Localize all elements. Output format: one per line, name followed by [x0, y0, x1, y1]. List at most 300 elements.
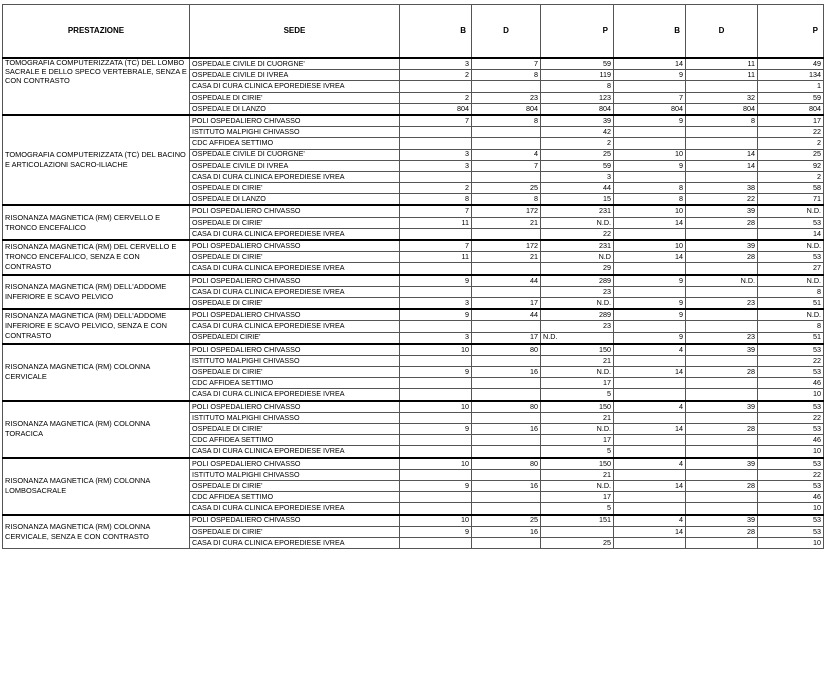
- d-2-cell: 28: [686, 252, 758, 263]
- d-1-cell: [472, 503, 541, 515]
- p-1-cell: 3: [541, 171, 614, 182]
- d-1-cell: 8: [472, 70, 541, 81]
- p-1-cell: 123: [541, 92, 614, 103]
- prestazione-cell: RISONANZA MAGNETICA (RM) DEL CERVELLO E TRONCO ENCEFALICO, SENZA E CON CONTRASTO: [3, 240, 190, 275]
- b-1-cell: 7: [400, 115, 472, 127]
- b-2-cell: [614, 286, 686, 297]
- p-2-cell: 2: [758, 171, 824, 182]
- d-2-cell: [686, 355, 758, 366]
- d-2-cell: [686, 446, 758, 458]
- p-2-cell: N.D.: [758, 275, 824, 287]
- p-1-cell: 150: [541, 401, 614, 413]
- d-2-cell: 39: [686, 458, 758, 470]
- b-1-cell: 2: [400, 183, 472, 194]
- p-2-cell: 8: [758, 286, 824, 297]
- b-2-cell: [614, 171, 686, 182]
- b-1-cell: [400, 263, 472, 275]
- p-2-cell: 10: [758, 503, 824, 515]
- sede-cell: OSPEDALE DI CIRIE': [190, 252, 400, 263]
- sede-cell: OSPEDALE DI CIRIE': [190, 92, 400, 103]
- p-1-cell: 8: [541, 81, 614, 92]
- p-2-cell: 53: [758, 217, 824, 228]
- sede-cell: OSPEDALE CIVILE DI IVREA: [190, 70, 400, 81]
- sede-cell: CASA DI CURA CLINICA EPOREDIESE IVREA: [190, 389, 400, 401]
- prestazione-cell: RISONANZA MAGNETICA (RM) COLONNA LOMBOSACRALE: [3, 458, 190, 515]
- b-2-cell: 8: [614, 194, 686, 206]
- d-1-cell: 16: [472, 526, 541, 537]
- b-2-cell: 4: [614, 458, 686, 470]
- d-1-cell: [472, 355, 541, 366]
- p-2-cell: 46: [758, 435, 824, 446]
- d-2-cell: 39: [686, 240, 758, 252]
- sede-cell: CASA DI CURA CLINICA EPOREDIESE IVREA: [190, 263, 400, 275]
- p-2-cell: 46: [758, 492, 824, 503]
- p-1-cell: 5: [541, 389, 614, 401]
- d-2-cell: 28: [686, 217, 758, 228]
- b-1-cell: [400, 503, 472, 515]
- p-1-cell: 2: [541, 138, 614, 149]
- d-2-cell: [686, 309, 758, 321]
- b-1-cell: 9: [400, 424, 472, 435]
- waiting-times-table: [2, 4, 824, 549]
- d-2-cell: [686, 378, 758, 389]
- d-1-cell: [472, 537, 541, 548]
- b-1-cell: 8: [400, 194, 472, 206]
- header-sede: SEDE: [190, 5, 400, 59]
- header-row: [3, 5, 824, 59]
- header-b-1: B: [400, 5, 472, 59]
- d-2-cell: 23: [686, 332, 758, 344]
- b-2-cell: [614, 537, 686, 548]
- p-1-cell: N.D.: [541, 424, 614, 435]
- sede-cell: ISTITUTO MALPIGHI CHIVASSO: [190, 355, 400, 366]
- sede-cell: OSPEDALE CIVILE DI CUORGNE': [190, 58, 400, 70]
- b-2-cell: 14: [614, 367, 686, 378]
- p-2-cell: 17: [758, 115, 824, 127]
- d-1-cell: 17: [472, 332, 541, 344]
- header-prestazione: PRESTAZIONE: [3, 5, 190, 59]
- b-2-cell: [614, 321, 686, 332]
- b-2-cell: 7: [614, 92, 686, 103]
- b-1-cell: [400, 378, 472, 389]
- p-1-cell: 21: [541, 355, 614, 366]
- d-2-cell: [686, 435, 758, 446]
- d-2-cell: 28: [686, 526, 758, 537]
- d-1-cell: 16: [472, 367, 541, 378]
- sede-cell: ISTITUTO MALPIGHI CHIVASSO: [190, 127, 400, 138]
- d-2-cell: 14: [686, 149, 758, 160]
- d-1-cell: 7: [472, 58, 541, 70]
- table-row: [3, 458, 824, 470]
- b-1-cell: [400, 138, 472, 149]
- p-1-cell: 21: [541, 412, 614, 423]
- p-2-cell: 58: [758, 183, 824, 194]
- p-1-cell: 804: [541, 103, 614, 115]
- sede-cell: POLI OSPEDALIERO CHIVASSO: [190, 275, 400, 287]
- p-1-cell: N.D.: [541, 217, 614, 228]
- sede-cell: ISTITUTO MALPIGHI CHIVASSO: [190, 412, 400, 423]
- sede-cell: ISTITUTO MALPIGHI CHIVASSO: [190, 469, 400, 480]
- sede-cell: CASA DI CURA CLINICA EPOREDIESE IVREA: [190, 537, 400, 548]
- d-1-cell: [472, 263, 541, 275]
- d-1-cell: [472, 435, 541, 446]
- b-2-cell: [614, 469, 686, 480]
- table-row: [3, 115, 824, 127]
- prestazione-cell: TOMOGRAFIA COMPUTERIZZATA (TC) DEL LOMBO SACRALE E DELLO SPECO VERTEBRALE, SENZA E CON CONTRASTO: [3, 58, 190, 115]
- p-2-cell: 14: [758, 228, 824, 240]
- d-2-cell: [686, 389, 758, 401]
- b-2-cell: 14: [614, 424, 686, 435]
- d-2-cell: 39: [686, 401, 758, 413]
- p-1-cell: 15: [541, 194, 614, 206]
- d-1-cell: 25: [472, 183, 541, 194]
- b-1-cell: 7: [400, 205, 472, 217]
- b-2-cell: [614, 446, 686, 458]
- p-1-cell: [541, 526, 614, 537]
- d-2-cell: 14: [686, 160, 758, 171]
- d-1-cell: 16: [472, 424, 541, 435]
- d-1-cell: [472, 127, 541, 138]
- b-2-cell: 9: [614, 332, 686, 344]
- b-2-cell: 14: [614, 217, 686, 228]
- sede-cell: OSPEDALE CIVILE DI IVREA: [190, 160, 400, 171]
- p-2-cell: 51: [758, 297, 824, 309]
- d-2-cell: 38: [686, 183, 758, 194]
- b-2-cell: [614, 263, 686, 275]
- b-2-cell: 14: [614, 526, 686, 537]
- d-1-cell: 21: [472, 252, 541, 263]
- b-2-cell: 14: [614, 252, 686, 263]
- d-2-cell: [686, 138, 758, 149]
- b-2-cell: [614, 389, 686, 401]
- d-1-cell: [472, 446, 541, 458]
- d-1-cell: 4: [472, 149, 541, 160]
- p-2-cell: 22: [758, 412, 824, 423]
- b-2-cell: 4: [614, 344, 686, 356]
- header-p-2: P: [758, 5, 824, 59]
- p-2-cell: 53: [758, 458, 824, 470]
- p-2-cell: 51: [758, 332, 824, 344]
- table-row: [3, 58, 824, 70]
- d-2-cell: [686, 286, 758, 297]
- sede-cell: POLI OSPEDALIERO CHIVASSO: [190, 458, 400, 470]
- b-2-cell: 9: [614, 309, 686, 321]
- b-1-cell: 3: [400, 149, 472, 160]
- b-1-cell: 2: [400, 70, 472, 81]
- p-1-cell: 231: [541, 205, 614, 217]
- p-2-cell: 2: [758, 138, 824, 149]
- b-1-cell: [400, 127, 472, 138]
- d-2-cell: [686, 503, 758, 515]
- p-1-cell: 29: [541, 263, 614, 275]
- b-1-cell: 9: [400, 367, 472, 378]
- b-1-cell: 804: [400, 103, 472, 115]
- d-1-cell: [472, 81, 541, 92]
- d-2-cell: 22: [686, 194, 758, 206]
- d-1-cell: [472, 492, 541, 503]
- sede-cell: OSPEDALE DI CIRIE': [190, 480, 400, 491]
- d-1-cell: 804: [472, 103, 541, 115]
- sede-cell: OSPEDALE DI CIRIE': [190, 424, 400, 435]
- p-2-cell: 10: [758, 446, 824, 458]
- b-2-cell: [614, 138, 686, 149]
- d-1-cell: 80: [472, 344, 541, 356]
- p-2-cell: 1: [758, 81, 824, 92]
- b-1-cell: 10: [400, 344, 472, 356]
- d-1-cell: 44: [472, 275, 541, 287]
- table-row: [3, 240, 824, 252]
- b-1-cell: 7: [400, 240, 472, 252]
- b-2-cell: [614, 492, 686, 503]
- p-1-cell: 23: [541, 321, 614, 332]
- d-1-cell: 7: [472, 160, 541, 171]
- b-1-cell: 9: [400, 480, 472, 491]
- prestazione-cell: RISONANZA MAGNETICA (RM) DELL'ADDOME INFERIORE E SCAVO PELVICO: [3, 275, 190, 310]
- p-2-cell: 46: [758, 378, 824, 389]
- d-2-cell: 804: [686, 103, 758, 115]
- d-1-cell: [472, 469, 541, 480]
- sede-cell: POLI OSPEDALIERO CHIVASSO: [190, 309, 400, 321]
- sede-cell: POLI OSPEDALIERO CHIVASSO: [190, 115, 400, 127]
- d-1-cell: 172: [472, 205, 541, 217]
- d-2-cell: 39: [686, 515, 758, 527]
- d-1-cell: 80: [472, 458, 541, 470]
- prestazione-cell: RISONANZA MAGNETICA (RM) CERVELLO E TRONCO ENCEFALICO: [3, 205, 190, 240]
- sede-cell: OSPEDALE DI CIRIE': [190, 367, 400, 378]
- sede-cell: POLI OSPEDALIERO CHIVASSO: [190, 515, 400, 527]
- d-1-cell: [472, 286, 541, 297]
- sede-cell: OSPEDALE DI LANZO: [190, 103, 400, 115]
- b-1-cell: 3: [400, 297, 472, 309]
- b-2-cell: [614, 228, 686, 240]
- p-2-cell: 22: [758, 355, 824, 366]
- d-1-cell: [472, 412, 541, 423]
- b-1-cell: [400, 81, 472, 92]
- b-1-cell: [400, 286, 472, 297]
- d-2-cell: [686, 321, 758, 332]
- sede-cell: OSPEDALE DI LANZO: [190, 194, 400, 206]
- d-1-cell: [472, 171, 541, 182]
- d-2-cell: [686, 228, 758, 240]
- sede-cell: CASA DI CURA CLINICA EPOREDIESE IVREA: [190, 81, 400, 92]
- b-2-cell: [614, 81, 686, 92]
- p-2-cell: 92: [758, 160, 824, 171]
- table-row: [3, 309, 824, 321]
- b-2-cell: 14: [614, 480, 686, 491]
- p-2-cell: 53: [758, 515, 824, 527]
- p-2-cell: 53: [758, 480, 824, 491]
- b-1-cell: [400, 389, 472, 401]
- d-2-cell: 28: [686, 480, 758, 491]
- header-b-2: B: [614, 5, 686, 59]
- p-1-cell: 39: [541, 115, 614, 127]
- d-1-cell: 23: [472, 92, 541, 103]
- b-1-cell: 10: [400, 458, 472, 470]
- b-1-cell: 9: [400, 309, 472, 321]
- b-1-cell: [400, 171, 472, 182]
- d-2-cell: 11: [686, 58, 758, 70]
- prestazione-cell: RISONANZA MAGNETICA (RM) COLONNA CERVICALE, SENZA E CON CONTRASTO: [3, 515, 190, 549]
- sede-cell: OSPEDALE CIVILE DI CUORGNE': [190, 149, 400, 160]
- d-2-cell: [686, 469, 758, 480]
- sede-cell: CDC AFFIDEA SETTIMO: [190, 435, 400, 446]
- b-2-cell: [614, 127, 686, 138]
- p-1-cell: 5: [541, 446, 614, 458]
- p-1-cell: 17: [541, 435, 614, 446]
- d-1-cell: 8: [472, 115, 541, 127]
- header-p-1: P: [541, 5, 614, 59]
- p-2-cell: 804: [758, 103, 824, 115]
- sede-cell: CASA DI CURA CLINICA EPOREDIESE IVREA: [190, 503, 400, 515]
- b-2-cell: 4: [614, 401, 686, 413]
- d-2-cell: N.D.: [686, 275, 758, 287]
- d-1-cell: [472, 389, 541, 401]
- p-1-cell: N.D.: [541, 332, 614, 344]
- p-2-cell: 53: [758, 526, 824, 537]
- b-2-cell: 8: [614, 183, 686, 194]
- b-1-cell: 3: [400, 58, 472, 70]
- table-row: [3, 515, 824, 527]
- sede-cell: OSPEDALE DI CIRIE': [190, 183, 400, 194]
- p-2-cell: 53: [758, 401, 824, 413]
- sede-cell: POLI OSPEDALIERO CHIVASSO: [190, 205, 400, 217]
- p-2-cell: 25: [758, 149, 824, 160]
- table-row: [3, 344, 824, 356]
- p-2-cell: 71: [758, 194, 824, 206]
- b-2-cell: [614, 355, 686, 366]
- prestazione-cell: TOMOGRAFIA COMPUTERIZZATA (TC) DEL BACINO E ARTICOLAZIONI SACRO-ILIACHE: [3, 115, 190, 206]
- p-2-cell: 53: [758, 424, 824, 435]
- sede-cell: CASA DI CURA CLINICA EPOREDIESE IVREA: [190, 321, 400, 332]
- b-1-cell: 3: [400, 332, 472, 344]
- p-1-cell: 231: [541, 240, 614, 252]
- b-2-cell: [614, 378, 686, 389]
- sede-cell: CDC AFFIDEA SETTIMO: [190, 138, 400, 149]
- d-2-cell: 11: [686, 70, 758, 81]
- p-1-cell: 119: [541, 70, 614, 81]
- p-1-cell: 150: [541, 344, 614, 356]
- p-2-cell: 10: [758, 389, 824, 401]
- d-2-cell: [686, 537, 758, 548]
- d-1-cell: [472, 378, 541, 389]
- d-2-cell: [686, 263, 758, 275]
- p-1-cell: 25: [541, 537, 614, 548]
- b-1-cell: 10: [400, 515, 472, 527]
- p-1-cell: N.D.: [541, 297, 614, 309]
- p-2-cell: 22: [758, 469, 824, 480]
- d-2-cell: [686, 127, 758, 138]
- d-1-cell: 172: [472, 240, 541, 252]
- p-2-cell: N.D.: [758, 309, 824, 321]
- p-1-cell: N.D.: [541, 480, 614, 491]
- p-2-cell: N.D.: [758, 240, 824, 252]
- p-2-cell: 22: [758, 127, 824, 138]
- d-1-cell: 25: [472, 515, 541, 527]
- d-1-cell: [472, 321, 541, 332]
- p-2-cell: 53: [758, 252, 824, 263]
- p-1-cell: N.D.: [541, 367, 614, 378]
- sede-cell: OSPEDALE DI CIRIE': [190, 217, 400, 228]
- p-1-cell: 25: [541, 149, 614, 160]
- b-1-cell: [400, 492, 472, 503]
- b-2-cell: 10: [614, 240, 686, 252]
- p-1-cell: 5: [541, 503, 614, 515]
- b-2-cell: 14: [614, 58, 686, 70]
- p-2-cell: 53: [758, 344, 824, 356]
- p-1-cell: 150: [541, 458, 614, 470]
- p-1-cell: 42: [541, 127, 614, 138]
- sede-cell: POLI OSPEDALIERO CHIVASSO: [190, 344, 400, 356]
- b-1-cell: 3: [400, 160, 472, 171]
- b-1-cell: [400, 412, 472, 423]
- b-1-cell: 10: [400, 401, 472, 413]
- sede-cell: POLI OSPEDALIERO CHIVASSO: [190, 240, 400, 252]
- b-2-cell: 9: [614, 115, 686, 127]
- sede-cell: OSPEDALE DI CIRIE': [190, 526, 400, 537]
- b-1-cell: 9: [400, 275, 472, 287]
- b-1-cell: 11: [400, 217, 472, 228]
- d-2-cell: 28: [686, 367, 758, 378]
- d-2-cell: 28: [686, 424, 758, 435]
- p-1-cell: 22: [541, 228, 614, 240]
- b-1-cell: 11: [400, 252, 472, 263]
- b-1-cell: [400, 435, 472, 446]
- d-1-cell: 16: [472, 480, 541, 491]
- prestazione-cell: RISONANZA MAGNETICA (RM) DELL'ADDOME INFERIORE E SCAVO PELVICO, SENZA E CON CONTRASTO: [3, 309, 190, 344]
- p-1-cell: N.D: [541, 252, 614, 263]
- b-2-cell: [614, 412, 686, 423]
- table-row: [3, 205, 824, 217]
- p-2-cell: 49: [758, 58, 824, 70]
- sede-cell: OSPEDALE DI CIRIE': [190, 297, 400, 309]
- sede-cell: POLI OSPEDALIERO CHIVASSO: [190, 401, 400, 413]
- b-1-cell: [400, 228, 472, 240]
- p-1-cell: 44: [541, 183, 614, 194]
- b-1-cell: [400, 446, 472, 458]
- p-1-cell: 151: [541, 515, 614, 527]
- sede-cell: CASA DI CURA CLINICA EPOREDIESE IVREA: [190, 228, 400, 240]
- b-2-cell: 10: [614, 205, 686, 217]
- b-2-cell: 9: [614, 275, 686, 287]
- d-1-cell: 44: [472, 309, 541, 321]
- sede-cell: CDC AFFIDEA SETTIMO: [190, 378, 400, 389]
- p-1-cell: 23: [541, 286, 614, 297]
- b-1-cell: [400, 469, 472, 480]
- d-2-cell: 39: [686, 205, 758, 217]
- p-1-cell: 289: [541, 309, 614, 321]
- table-row: [3, 401, 824, 413]
- b-2-cell: 9: [614, 160, 686, 171]
- p-2-cell: 134: [758, 70, 824, 81]
- header-d-2: D: [686, 5, 758, 59]
- p-1-cell: 17: [541, 378, 614, 389]
- b-2-cell: [614, 503, 686, 515]
- b-1-cell: [400, 355, 472, 366]
- d-2-cell: [686, 171, 758, 182]
- d-1-cell: 80: [472, 401, 541, 413]
- d-1-cell: 21: [472, 217, 541, 228]
- prestazione-cell: RISONANZA MAGNETICA (RM) COLONNA TORACICA: [3, 401, 190, 458]
- table-body: [3, 58, 824, 549]
- p-2-cell: 27: [758, 263, 824, 275]
- p-2-cell: 53: [758, 367, 824, 378]
- b-2-cell: 9: [614, 297, 686, 309]
- prestazione-cell: RISONANZA MAGNETICA (RM) COLONNA CERVICALE: [3, 344, 190, 401]
- b-2-cell: 10: [614, 149, 686, 160]
- sede-cell: CASA DI CURA CLINICA EPOREDIESE IVREA: [190, 286, 400, 297]
- d-1-cell: [472, 228, 541, 240]
- p-1-cell: 17: [541, 492, 614, 503]
